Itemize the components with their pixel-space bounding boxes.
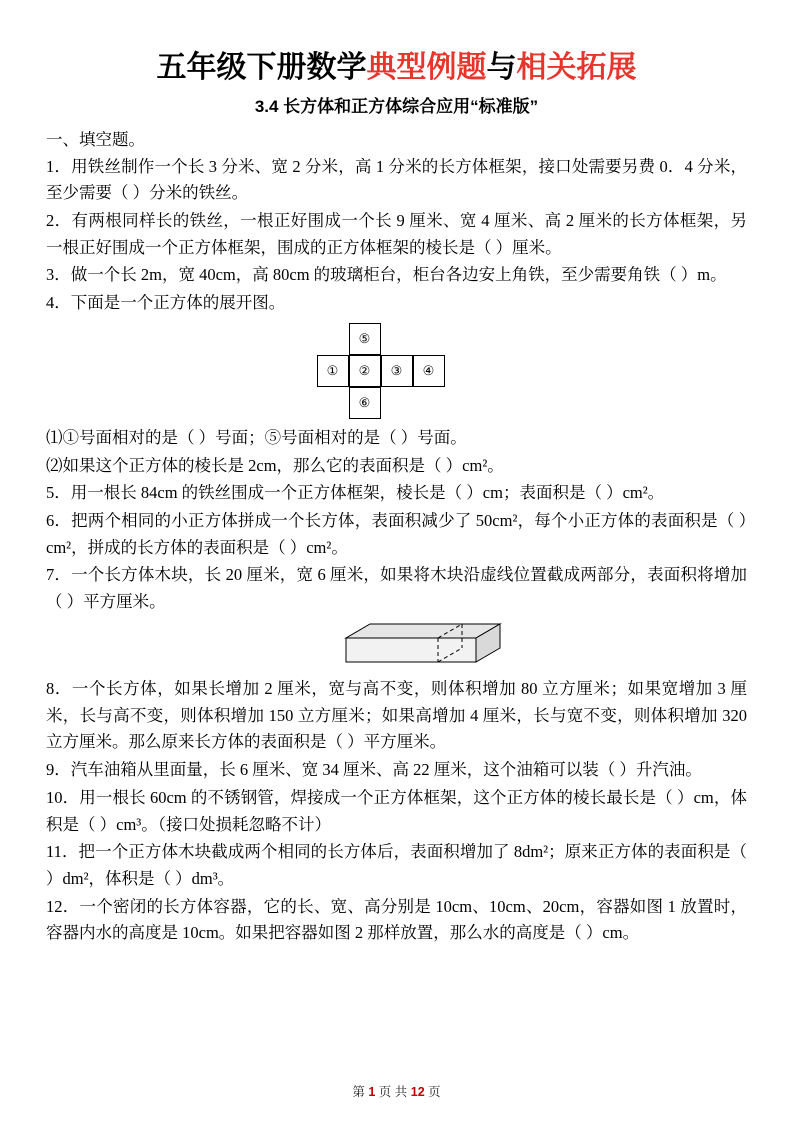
footer-middle: 页 共 [378,1085,408,1099]
page-footer [0,1082,793,1100]
question-9: 9．汽车油箱从里面量，长 6 厘米、宽 34 厘米、高 22 厘米，这个油箱可以装（ ）升汽油。 [46,760,702,780]
net-cell-3: ③ [381,355,413,387]
question-11: 11．把一个正方体木块截成两个相同的长方体后，表面积增加了 8dm²；原来正方体的表面积是（ ）dm²，体积是（ ）dm³。 [46,842,747,888]
net-cell-6: ⑥ [349,387,381,419]
title-part-1: 五年级下册数学 [156,51,367,84]
question-7: 7．一个长方体木块，长 20 厘米，宽 6 厘米，如果将木块沿虚线位置截成两部分，表面积将增加（ ）平方厘米。 [46,565,747,612]
footer-total-pages: 12 [410,1085,425,1099]
title-part-2: 典型例题 [366,51,487,84]
question-12: 12．一个密闭的长方体容器，它的长、宽、高分别是 10cm、10cm、20cm，容器如图 1 放置时，容器内水的高度是 10cm。如果把容器如图 2 那样放置，那么水的高度是（ ）cm。 [46,896,747,943]
question-5: 5．用一根长 84cm 的铁丝围成一个正方体框架，棱长是（ ）cm；表面积是（ ）cm²。 [46,483,665,503]
question-3: 3．做一个长 2m，宽 40cm，高 80cm 的玻璃柜台，柜台各边安上角铁，至少需要角铁（ ）m。 [46,265,727,285]
question-10: 10．用一根长 60cm 的不锈钢管，焊接成一个正方体框架，这个正方体的棱长最长是（ ）cm，体积是（ ）cm³。（接口处损耗忽略不计） [46,787,747,834]
question-2: 2．有两根同样长的铁丝，一根正好围成一个长 9 厘米、宽 4 厘米、高 2 厘米的长方体框架，另一根正好围成一个正方体框架，围成的正方体框架的棱长是（ ）厘米。 [46,211,747,257]
prism-svg [338,618,508,670]
footer-prefix: 第 [352,1085,365,1099]
question-4b: ⑵如果这个正方体的棱长是 2cm，那么它的表面积是（ ）cm²。 [46,455,504,475]
question-8: 8．一个长方体，如果长增加 2 厘米，宽与高不变，则体积增加 80 立方厘米；如果宽增加 3 厘米，长与高不变，则体积增加 150 立方厘米；如果高增加 4 厘米，长与宽不变，则体积增加 320 立方厘米。那么原来长方体的表面积是（ ）平方厘米。 [46,678,747,752]
net-cell-2: ② [349,355,381,387]
net-cell-4: ④ [413,355,445,387]
footer-suffix: 页 [428,1085,441,1099]
rectangular-prism-figure [46,618,747,672]
title-part-3: 与 [486,51,517,84]
page-title [46,42,747,86]
footer-page-number: 1 [368,1085,376,1099]
section-heading: 一、填空题。 [46,130,145,149]
question-4: 4．下面是一个正方体的展开图。 [46,293,286,313]
question-1: 1．用铁丝制作一个长 3 分米、宽 2 分米，高 1 分米的长方体框架，接口处需要另费 0．4 分米，至少需要（ ）分米的铁丝。 [46,156,747,203]
net-cell-5: ⑤ [349,323,381,355]
question-4a: ⑴①号面相对的是（ ）号面；⑤号面相对的是（ ）号面。 [46,427,467,447]
net-cell-1: ① [317,355,349,387]
title-part-4: 相关拓展 [516,51,637,84]
cube-net-figure [46,323,747,419]
question-6: 6．把两个相同的小正方体拼成一个长方体，表面积减少了 50cm²，每个小正方体的表面积是（ ）cm²，拼成的长方体的表面积是（ ）cm²。 [46,511,747,557]
page-subtitle: 3.4 长方体和正方体综合应用“标准版” [254,97,539,116]
